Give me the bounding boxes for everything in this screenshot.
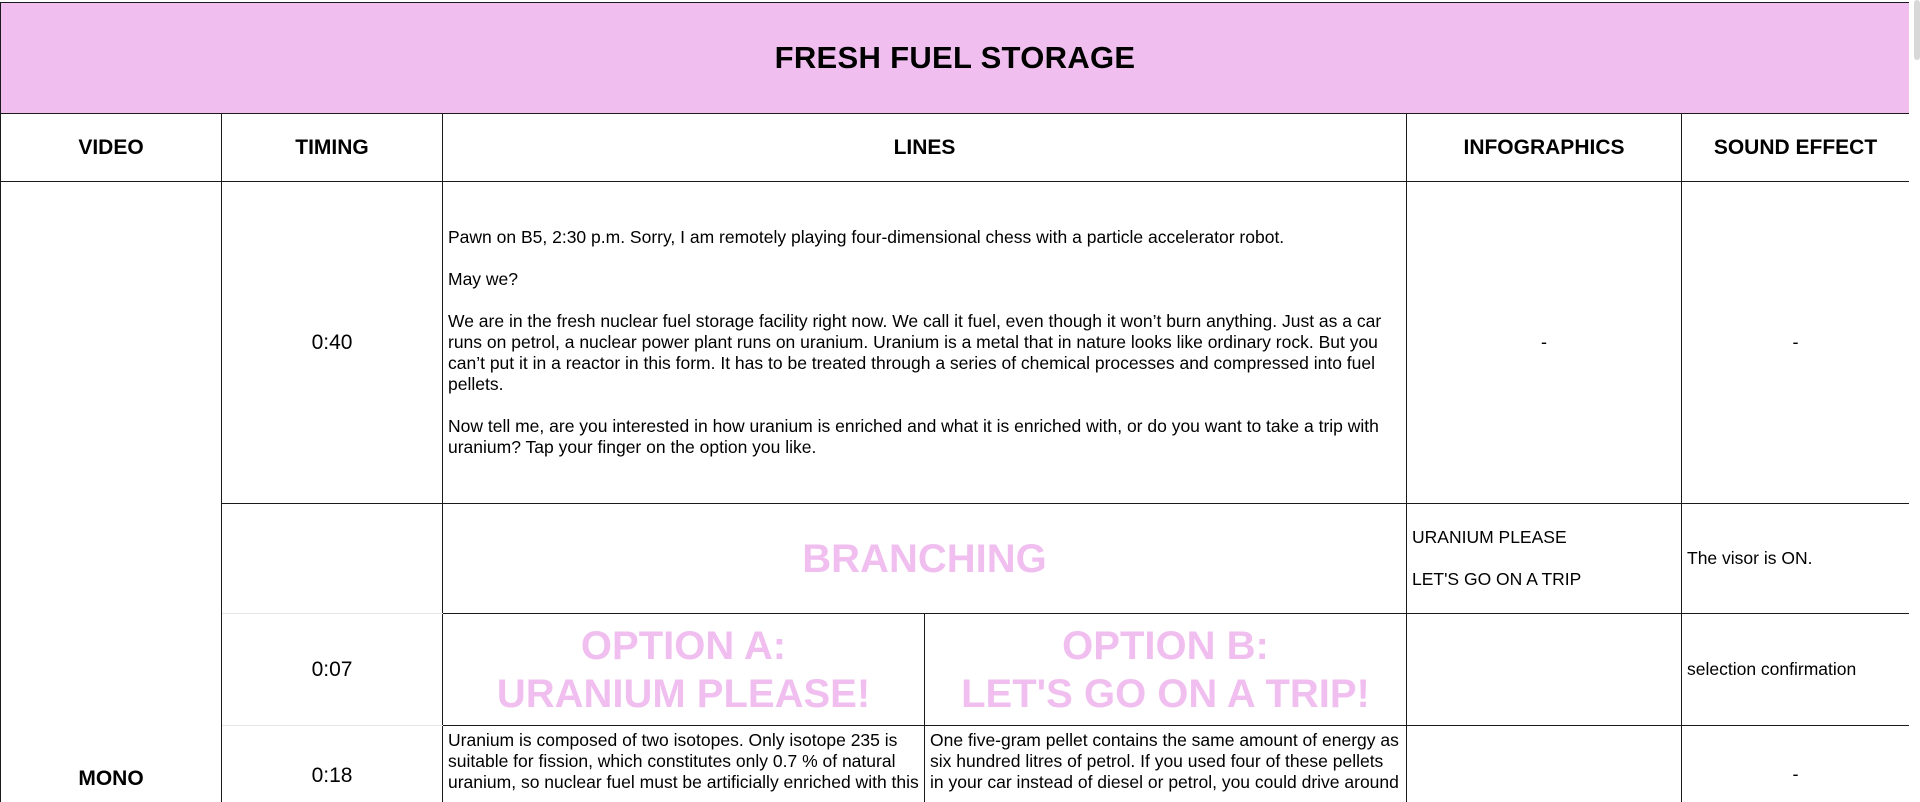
video-cell <box>1 182 222 802</box>
infographic-option: URANIUM PLEASE <box>1412 527 1567 547</box>
option-a-label: OPTION A: <box>580 623 787 668</box>
window-edge <box>1909 0 1920 802</box>
sound-effect-cell: selection confirmation <box>1682 614 1910 726</box>
video-value: MONO <box>78 766 144 790</box>
infographic-option: LET'S GO ON A TRIP <box>1412 569 1582 589</box>
branching-label: BRANCHING <box>443 504 1407 614</box>
title-row <box>1 3 1910 114</box>
table-row <box>1 504 1910 614</box>
option-a-heading <box>443 614 925 726</box>
sound-effect-cell: - <box>1682 726 1910 802</box>
page-title: FRESH FUEL STORAGE <box>1 3 1910 114</box>
line-paragraph: Now tell me, are you interested in how uranium is enriched and what it is enriched with, or do you want to take a trip with uranium? Tap your finger on the option you like. <box>448 416 1379 457</box>
header-lines: LINES <box>443 114 1407 182</box>
infographics-cell <box>1407 504 1682 614</box>
table-row <box>1 182 1910 504</box>
infographics-cell: - <box>1407 182 1682 504</box>
infographics-cell <box>1407 726 1682 802</box>
header-video: VIDEO <box>1 114 222 182</box>
line-paragraph: May we? <box>448 269 519 289</box>
timing-cell: 0:40 <box>222 182 443 504</box>
option-b-label: OPTION B: <box>1062 623 1269 668</box>
header-infographics: INFOGRAPHICS <box>1407 114 1682 182</box>
sound-effect-cell: The visor is ON. <box>1682 504 1910 614</box>
infographics-cell <box>1407 614 1682 726</box>
timing-cell: 0:07 <box>222 614 443 726</box>
script-table <box>0 2 1910 802</box>
option-b-title: LET'S GO ON A TRIP! <box>961 671 1370 716</box>
option-b-heading <box>925 614 1407 726</box>
option-a-title: URANIUM PLEASE! <box>496 671 871 716</box>
table-row <box>1 726 1910 802</box>
lines-option-a-cell: Uranium is composed of two isotopes. Only isotope 235 is suitable for fission, which constitutes only 0.7 % of natural uranium, so nuclear fuel must be artificially enriched with this <box>443 726 925 802</box>
timing-cell: 0:18 <box>222 726 443 802</box>
line-paragraph: We are in the fresh nuclear fuel storage facility right now. We call it fuel, even though it won’t burn anything. Just as a car runs on petrol, a nuclear power plant runs on uranium. Uranium is a metal that in nature looks like ordinary rock. But you can’t put it in a reactor in this form. It has to be treated through a series of chemical processes and compressed into fuel pellets. <box>448 311 1382 394</box>
lines-option-b-cell: One five-gram pellet contains the same amount of energy as six hundred litres of petrol. If you used four of these pellets in your car instead of diesel or petrol, you could drive around <box>925 726 1407 802</box>
sound-effect-cell: - <box>1682 182 1910 504</box>
header-timing: TIMING <box>222 114 443 182</box>
timing-cell <box>222 504 443 614</box>
lines-cell <box>443 182 1407 504</box>
header-row <box>1 114 1910 182</box>
table-row <box>1 614 1910 726</box>
header-sound-effect: SOUND EFFECT <box>1682 114 1910 182</box>
line-paragraph: Pawn on B5, 2:30 p.m. Sorry, I am remotely playing four-dimensional chess with a particle accelerator robot. <box>448 227 1285 247</box>
vertical-scrollbar[interactable] <box>1914 0 1920 60</box>
